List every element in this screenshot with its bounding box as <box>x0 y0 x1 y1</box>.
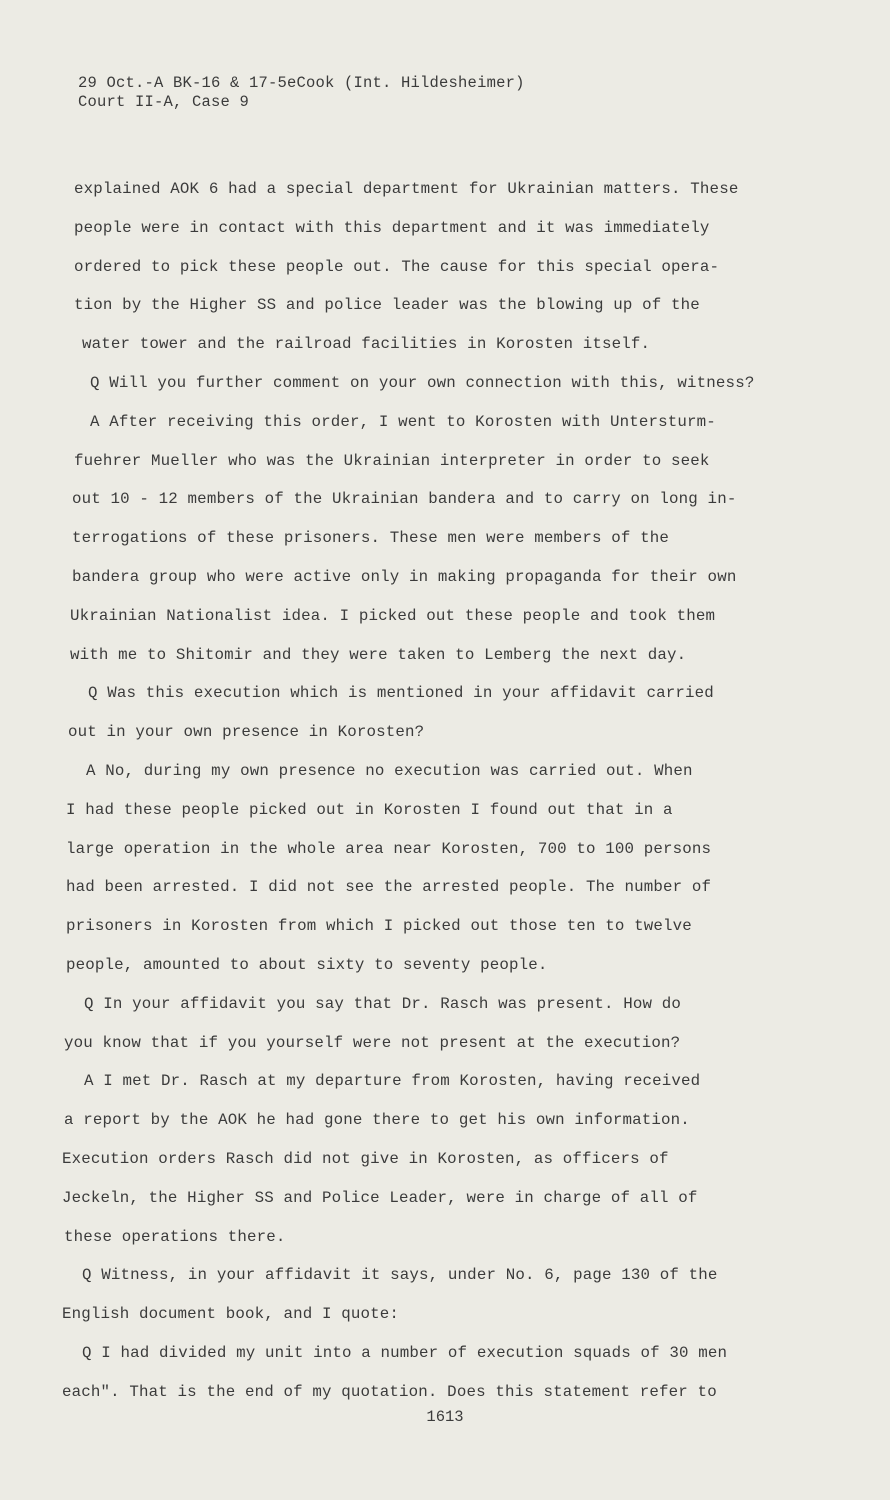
transcript-line: Q Was this execution which is mentioned in your affidavit carried <box>88 684 714 703</box>
transcript-line: English document book, and I quote: <box>62 1305 400 1324</box>
transcript-line: you know that if you yourself were not present at the execution? <box>64 1033 681 1052</box>
transcript-line: out in your own presence in Korosten? <box>68 723 425 742</box>
transcript-line: Q In your affidavit you say that Dr. Rasch was present. How do <box>84 994 682 1013</box>
transcript-line: with me to Shitomir and they were taken to Lemberg the next day. <box>70 645 687 664</box>
transcript-line: fuehrer Mueller who was the Ukrainian interpreter in order to seek <box>74 451 710 470</box>
header-line-2: Court II-A, Case 9 <box>78 93 250 111</box>
transcript-line: Jeckeln, the Higher SS and Police Leader, were in charge of all of <box>62 1188 698 1207</box>
transcript-line: had been arrested. I did not see the arrested people. The number of <box>66 878 712 897</box>
transcript-line: prisoners in Korosten from which I picked out those ten to twelve <box>66 917 692 936</box>
transcript-line: I had these people picked out in Korosten I found out that in a <box>66 800 673 819</box>
transcript-line: large operation in the whole area near Korosten, 700 to 100 persons <box>66 839 712 858</box>
transcript-line: ordered to pick these people out. The cause for this special opera- <box>74 257 720 276</box>
transcript-line: Q I had divided my unit into a number of execution squads of 30 men <box>82 1343 728 1362</box>
transcript-line: each". That is the end of my quotation. Does this statement refer to <box>62 1382 717 1401</box>
transcript-body <box>62 170 762 1412</box>
transcript-line: a report by the AOK he had gone there to get his own information. <box>64 1111 690 1130</box>
transcript-line: A No, during my own presence no execution was carried out. When <box>86 761 693 780</box>
transcript-line: Q Will you further comment on your own connection with this, witness? <box>90 373 755 392</box>
transcript-line: these operations there. <box>64 1227 286 1246</box>
page-number: 1613 <box>426 1408 464 1426</box>
transcript-line: out 10 - 12 members of the Ukrainian bandera and to carry on long in- <box>72 490 737 509</box>
transcript-line: people, amounted to about sixty to seventy people. <box>66 955 548 974</box>
transcript-line: A After receiving this order, I went to Korosten with Untersturm- <box>90 412 716 431</box>
header-line-1: 29 Oct.-A BK-16 & 17-5eCook (Int. Hildesheimer) <box>78 74 525 92</box>
transcript-line: terrogations of these prisoners. These men were members of the <box>72 529 670 548</box>
transcript-line: people were in contact with this department and it was immediately <box>74 218 710 237</box>
transcript-line: water tower and the railroad facilities in Korosten itself. <box>82 335 651 354</box>
transcript-line: A I met Dr. Rasch at my departure from Korosten, having received <box>84 1072 701 1091</box>
transcript-line: bandera group who were active only in making propaganda for their own <box>72 567 737 586</box>
transcript-line: explained AOK 6 had a special department for Ukrainian matters. These <box>74 180 739 198</box>
transcript-line: Q Witness, in your affidavit it says, under No. 6, page 130 of the <box>82 1266 718 1285</box>
transcript-line: Execution orders Rasch did not give in Korosten, as officers of <box>62 1149 669 1168</box>
transcript-line: Ukrainian Nationalist idea. I picked out these people and took them <box>70 606 716 625</box>
transcript-line: tion by the Higher SS and police leader was the blowing up of the <box>74 296 700 315</box>
document-header <box>78 74 525 112</box>
